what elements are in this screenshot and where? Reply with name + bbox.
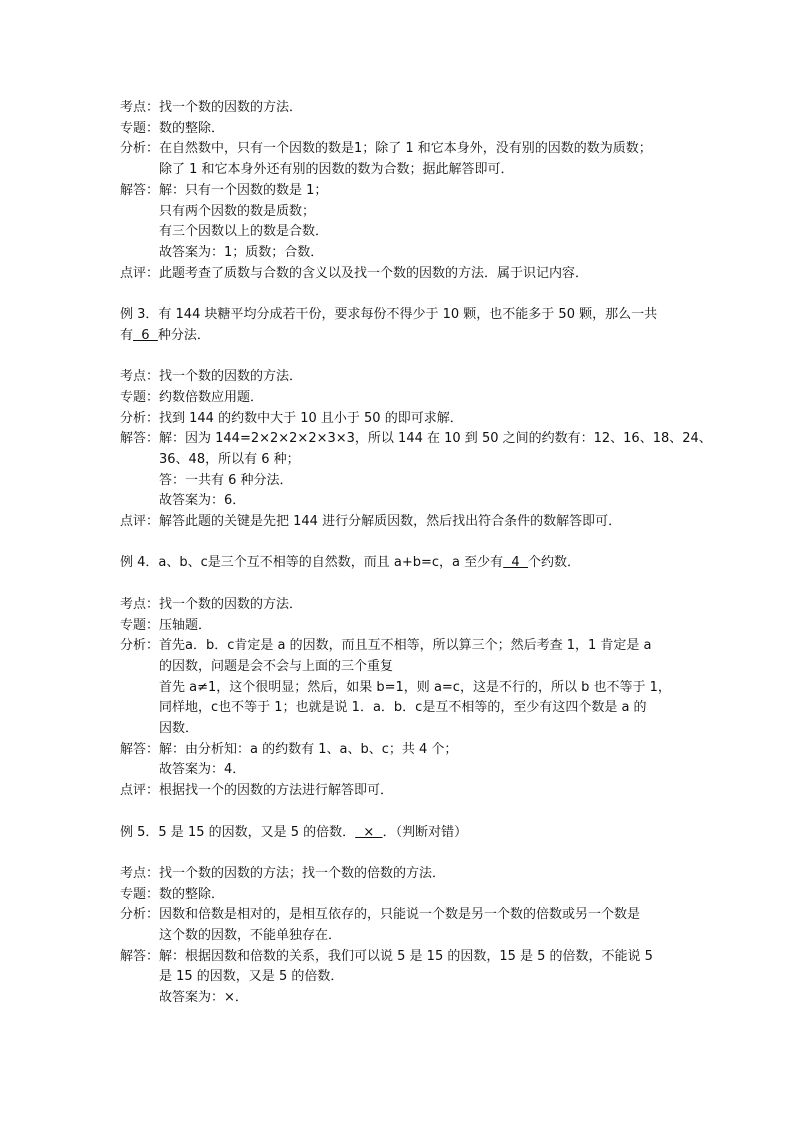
kaodian-label: 考点： xyxy=(120,596,160,612)
zhuanti-row xyxy=(120,616,680,637)
fenxi-label: 分析： xyxy=(120,907,160,923)
jieda-label: 解答： xyxy=(120,741,160,757)
text-line: 的因数，问题是会不会与上面的三个重复 xyxy=(159,658,394,674)
kaodian-label: 考点： xyxy=(120,865,160,881)
kaodian-text: 找一个数的因数的方法． xyxy=(159,369,303,385)
kaodian-label: 考点： xyxy=(120,100,160,115)
text-line: 答：一共有 6 种分法． xyxy=(159,472,293,488)
kaodian-row xyxy=(120,595,680,616)
kaodian-text: 找一个数的因数的方法；找一个数的倍数的方法． xyxy=(159,865,446,881)
question-text: 有 xyxy=(120,327,134,343)
document-page xyxy=(120,98,712,1009)
dianping-text: 根据找一个的因数的方法进行解答即可． xyxy=(159,783,394,799)
text-line: 故答案为：4． xyxy=(159,762,246,778)
dianping-label: 点评： xyxy=(120,783,160,799)
dianping-row xyxy=(120,264,680,285)
fenxi-row xyxy=(120,905,680,946)
answer-blank: × xyxy=(355,824,383,840)
zhuanti-label: 专题： xyxy=(120,617,160,633)
example-3-question xyxy=(120,305,680,346)
zhuanti-text: 约数倍数应用题． xyxy=(159,389,264,405)
example-4-question xyxy=(120,553,680,574)
fenxi-text xyxy=(159,636,680,740)
dianping-label: 点评： xyxy=(120,265,160,281)
zhuanti-text: 数的整除． xyxy=(159,886,225,902)
example-5-question xyxy=(120,823,680,844)
kaodian-row xyxy=(120,864,680,885)
text-line: 首先a．b．c肯定是 a 的因数，而且互不相等，所以算三个；然后考查 1，1 肯定是 a xyxy=(159,638,652,654)
text-line: 是 15 的因数，又是 5 的倍数． xyxy=(159,969,344,985)
zhuanti-label: 专题： xyxy=(120,389,160,405)
kaodian-row xyxy=(120,98,680,119)
answer-blank: 6 xyxy=(133,327,158,343)
answer-blank: 4 xyxy=(503,555,528,571)
jieda-row xyxy=(120,429,712,512)
jieda-label: 解答： xyxy=(120,431,160,447)
question-text: ．（判断对错） xyxy=(382,824,468,840)
text-line: 除了 1 和它本身外还有别的因数的数为合数；据此解答即可． xyxy=(159,162,514,178)
text-line: 解：根据因数和倍数的关系，我们可以说 5 是 15 的因数，15 是 5 的倍数，不能说 5 xyxy=(159,948,653,964)
question-text: 个约数． xyxy=(527,555,580,571)
zhuanti-row xyxy=(120,119,680,140)
kaodian-row xyxy=(120,367,680,388)
text-line: 解：由分析知：a 的约数有 1、a、b、c；共 4 个； xyxy=(159,741,458,757)
zhuanti-row xyxy=(120,885,680,906)
text-line: 这个数的因数，不能单独存在． xyxy=(159,928,342,944)
text-line: 同样地，c也不等于 1；也就是说 1．a．b．c是互不相等的，至少有这四个数是 a 的 xyxy=(159,700,647,716)
jieda-label: 解答： xyxy=(120,182,160,198)
fenxi-text xyxy=(159,905,680,946)
zhuanti-text: 数的整除． xyxy=(159,120,225,136)
text-line: 首先 a≠1，这个很明显；然后，如果 b=1，则 a=c，这是不行的，所以 b 也不等于 1， xyxy=(159,679,671,695)
question-line: 例 3．有 144 块糖平均分成若干份，要求每份不得少于 10 颗，也不能多于 50 颗，那么一共 xyxy=(120,307,658,323)
text-line: 在自然数中，只有一个因数的数是1；除了 1 和它本身外，没有别的因数的数为质数； xyxy=(159,141,652,157)
text-line: 故答案为：×． xyxy=(159,990,248,1006)
fenxi-text xyxy=(159,139,680,180)
text-line: 故答案为：6． xyxy=(159,493,246,509)
text-line: 解：只有一个因数的数是 1； xyxy=(159,182,328,198)
jieda-text xyxy=(159,947,680,1009)
question-text: 种分法． xyxy=(157,327,210,343)
jieda-text xyxy=(159,181,680,264)
zhuanti-label: 专题： xyxy=(120,886,160,902)
text-line: 故答案为：1；质数；合数． xyxy=(159,244,324,260)
fenxi-label: 分析： xyxy=(120,638,160,654)
jieda-label: 解答： xyxy=(120,948,160,964)
fenxi-row xyxy=(120,139,680,180)
text-line: 有三个因数以上的数是合数． xyxy=(159,224,329,240)
question-line xyxy=(120,553,680,574)
zhuanti-row xyxy=(120,388,680,409)
text-line: 只有两个因数的数是质数； xyxy=(159,203,316,219)
question-line xyxy=(120,823,680,844)
dianping-row xyxy=(120,512,680,533)
text-line: 36、48，所以有 6 种； xyxy=(159,451,300,467)
zhuanti-text: 压轴题． xyxy=(159,617,212,633)
jieda-row xyxy=(120,947,680,1009)
zhuanti-label: 专题： xyxy=(120,120,160,136)
dianping-label: 点评： xyxy=(120,514,160,530)
jieda-row xyxy=(120,740,680,781)
jieda-row xyxy=(120,181,680,264)
kaodian-text: 找一个数的因数的方法． xyxy=(159,596,303,612)
dianping-text: 此题考查了质数与合数的含义以及找一个数的因数的方法．属于识记内容． xyxy=(159,265,589,281)
text-line: 因数和倍数是相对的，是相互依存的，只能说一个数是另一个数的倍数或另一个数是 xyxy=(159,907,641,923)
kaodian-label: 考点： xyxy=(120,369,160,385)
jieda-text xyxy=(159,429,712,512)
fenxi-label: 分析： xyxy=(120,141,160,157)
text-line: 解：因为 144=2×2×2×2×3×3，所以 144 在 10 到 50 之间的约数有：12、16、18、24、 xyxy=(159,431,712,447)
jieda-text xyxy=(159,740,680,781)
fenxi-text: 找到 144 的约数中大于 10 且小于 50 的即可求解． xyxy=(159,410,463,426)
fenxi-row xyxy=(120,636,680,740)
dianping-text: 解答此题的关键是先把 144 进行分解质因数，然后找出符合条件的数解答即可． xyxy=(159,514,622,530)
fenxi-row xyxy=(120,409,680,430)
question-text: 例 5．5 是 15 的因数，又是 5 的倍数． xyxy=(120,824,356,840)
question-text: 例 4．a、b、c是三个互不相等的自然数，而且 a+b=c，a 至少有 xyxy=(120,555,504,571)
kaodian-text: 找一个数的因数的方法． xyxy=(159,100,303,115)
question-line xyxy=(120,326,680,347)
dianping-row xyxy=(120,781,680,802)
text-line: 因数． xyxy=(159,721,199,737)
fenxi-label: 分析： xyxy=(120,410,160,426)
